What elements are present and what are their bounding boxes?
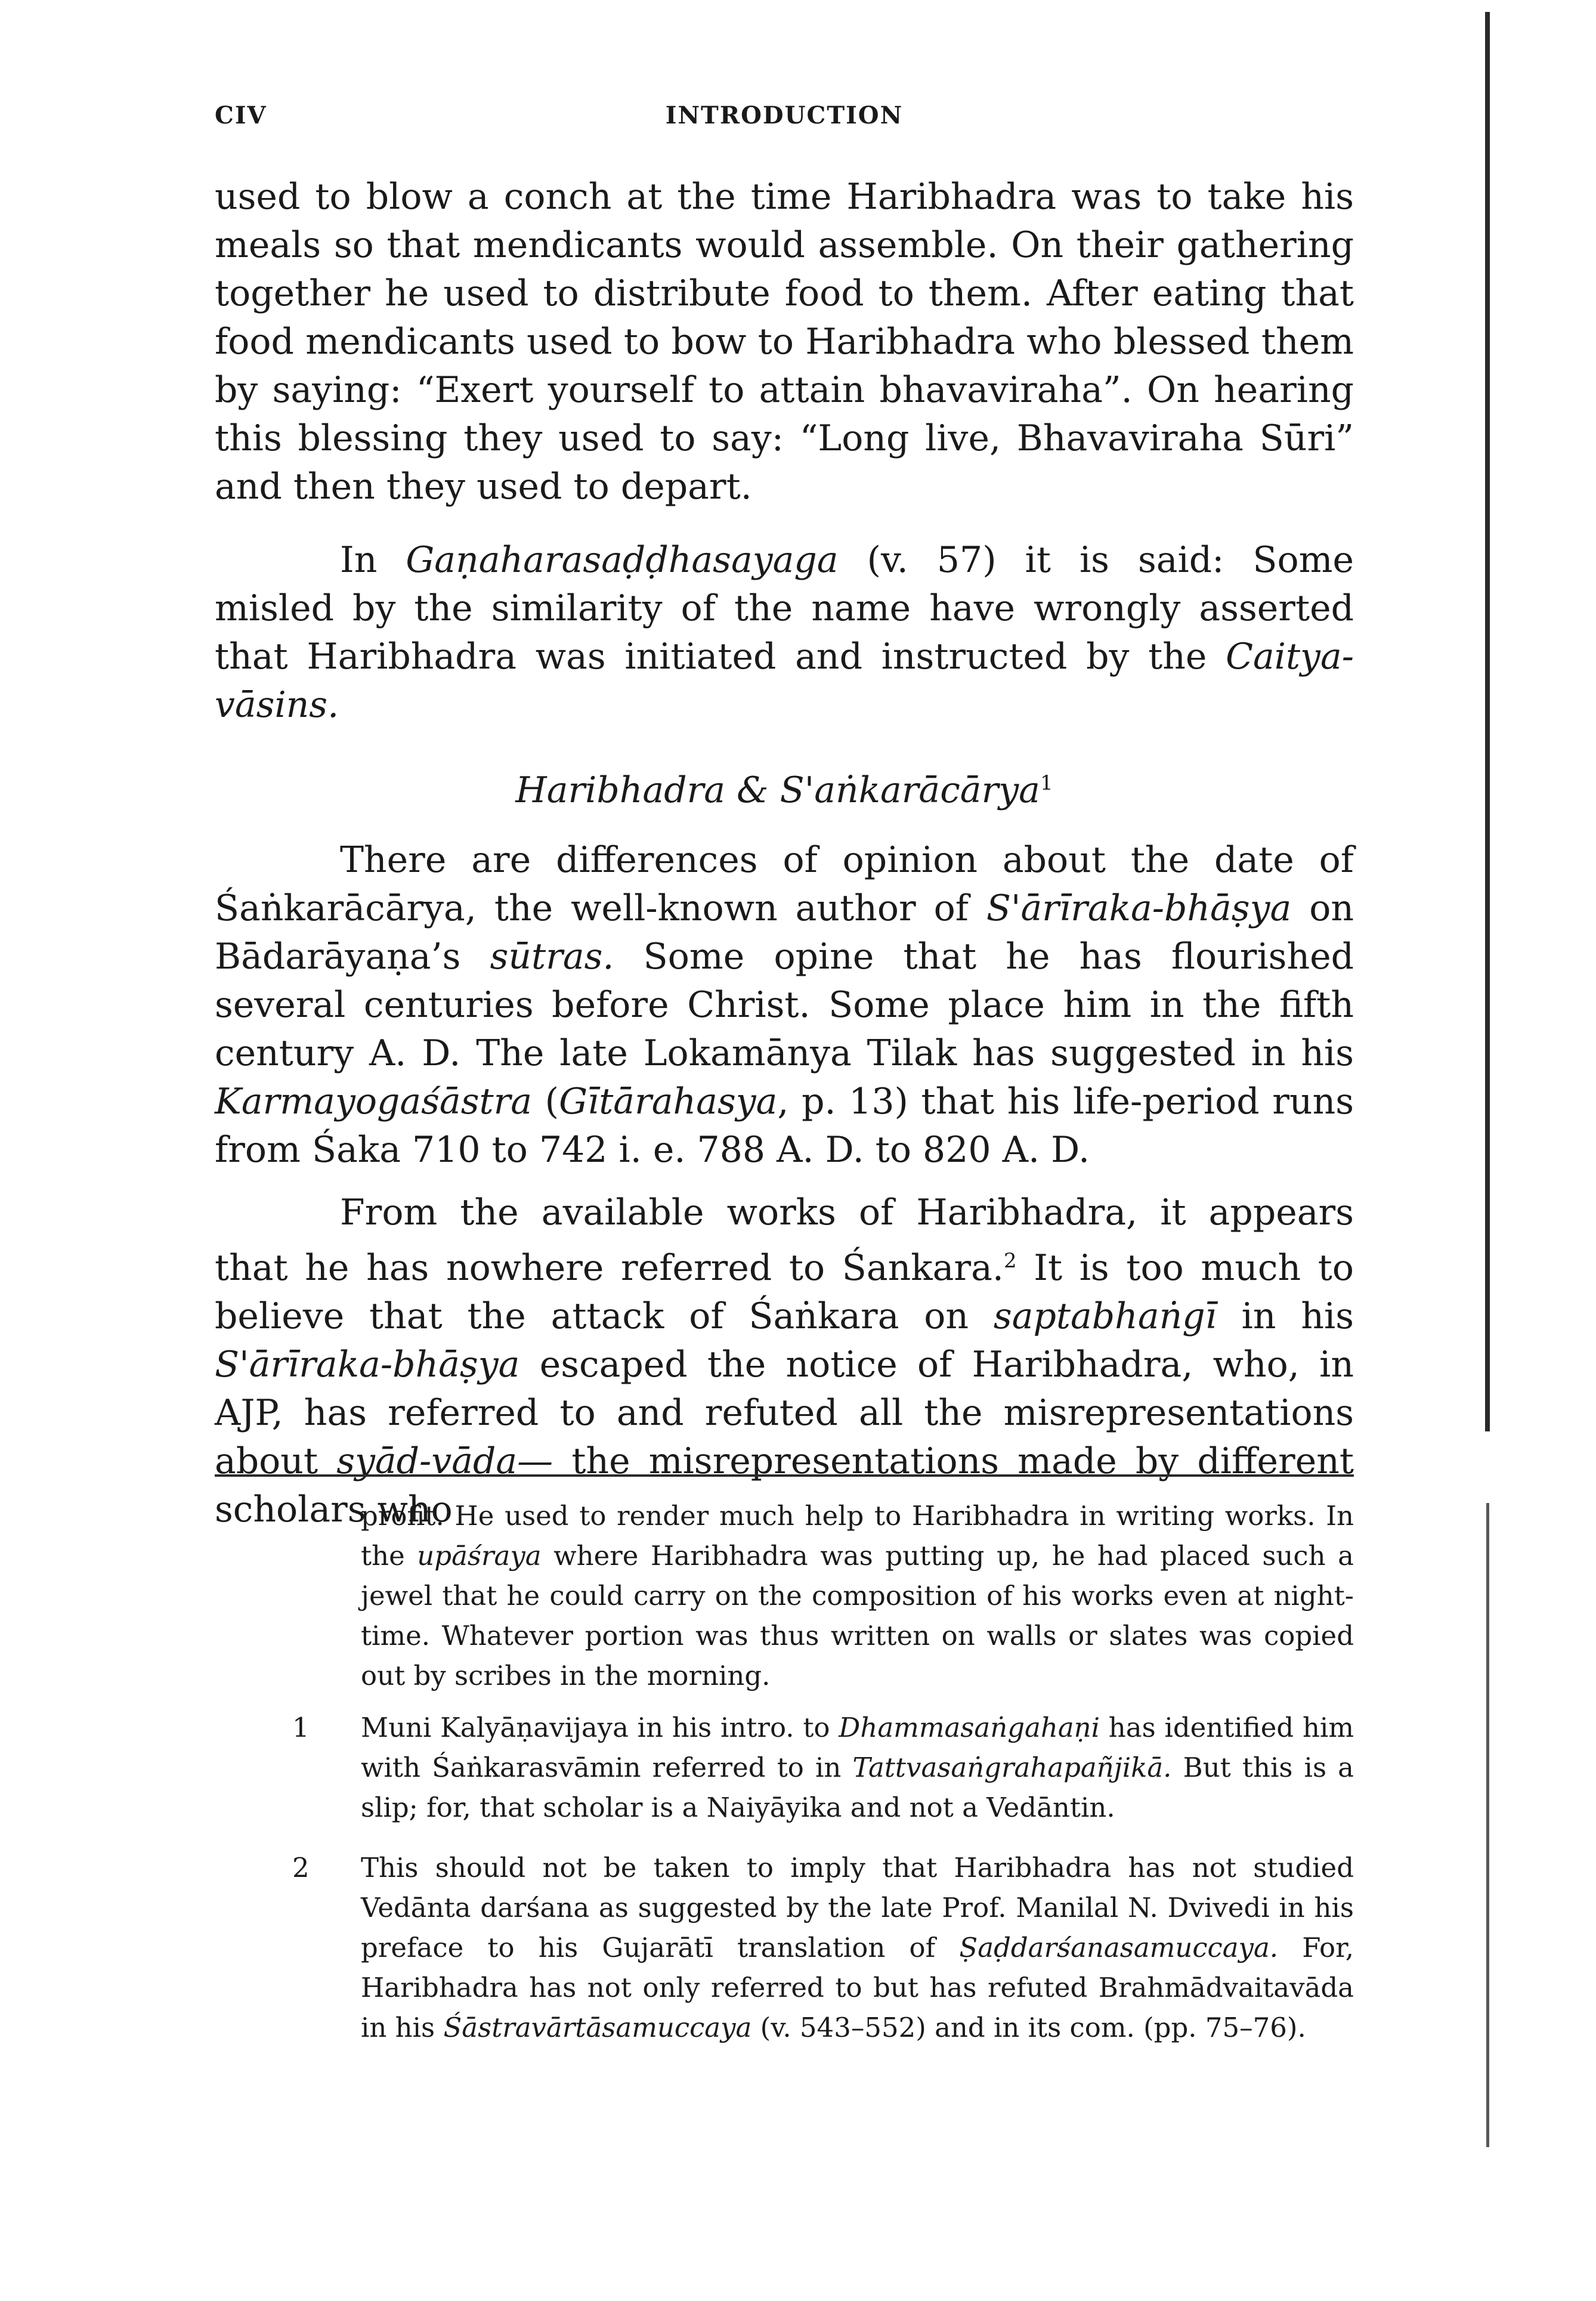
footnote-rule <box>215 1474 1354 1477</box>
term: saptabhaṅgī <box>993 1295 1217 1337</box>
term: syād-vāda— <box>336 1440 553 1482</box>
paragraph-text: used to blow a conch at the time Haribhadra was to take his meals so that mendicants would assemble. On their gathering together he used to distribute food to them. After eating that food mendicants used to bow to Haribhadra who blessed them by saying: “Exert yourself to attain bhavaviraha”. On hearing this blessing they used to say: “Long live, Bhavaviraha Sūri” and then they used to depart. <box>215 176 1354 508</box>
footnote-continuation: profit. He used to render much help to Haribhadra in writing works. In the upāśraya where Haribhadra was putting up, he had placed such a jewel that he could carry on the composition of his works even at night-time. Whatever portion was thus written on walls or slates was copied out by scribes in the morning. <box>361 1500 1354 1691</box>
footnote-number: 2 <box>292 1852 310 1884</box>
work-title: sūtras. <box>490 936 614 978</box>
paragraph-conch <box>215 173 1354 511</box>
footnote-ref: 1 <box>1040 771 1053 795</box>
main-text <box>215 173 1354 1534</box>
footnote-2: 2 This should not be taken to imply that Haribhadra has not studied Vedānta darśana as suggested by the late Prof. Manilal N. Dvivedi in his preface to his Gujarātī translation of Ṣaḍdarśanasamuccaya. For, Haribhadra has not only referred to but has refuted Brahmādvaitavāda in his Śāstravārtāsamuccaya (v. 543–552) and in its com. (pp. 75–76). <box>361 1848 1354 2048</box>
paragraph-available-works: From the available works of Haribhadra, it appears that he has nowhere referred to Śankara.$^2$ It is too much to believe that the attack of Śaṅkara on saptabhaṅgī in his S'ārīraka-bhāṣya escaped the notice of Haribhadra, who, in AJP, has referred to and refuted all the misrepresentations about syād-vāda— the misrepresentations made by different scholars who <box>215 1192 1354 1530</box>
work-title: S'ārīraka-bhāṣya <box>215 1344 520 1385</box>
paragraph-ganahara: In Gaṇaharasaḍḍhasayaga (v. 57) it is said: Some misled by the similarity of the name have wrongly asserted that Haribhadra was initiated and instructed by the Caitya-vāsins. <box>215 539 1354 726</box>
work-title: Ṣaḍdarśanasamuccaya. <box>959 1932 1279 1963</box>
scan-edge-line-lower <box>1486 1503 1489 2147</box>
work-title: Gītārahasya <box>559 1081 778 1122</box>
work-title: Tattvasaṅgrahapañjikā. <box>852 1752 1172 1783</box>
work-title: Karmayogaśāstra <box>215 1081 533 1122</box>
work-title: Dhammasaṅgahaṇi <box>839 1712 1100 1743</box>
term: upāśraya <box>417 1540 542 1572</box>
footnote-number: 1 <box>292 1712 310 1743</box>
footnote-ref: 2 <box>1003 1249 1017 1273</box>
page-header <box>215 101 1354 137</box>
work-title: Gaṇaharasaḍḍhasayaga <box>406 539 839 581</box>
section-heading: Haribhadra & S'aṅkarācārya$^1$ <box>515 769 1053 811</box>
work-title: S'ārīraka-bhāṣya <box>986 887 1292 929</box>
scan-edge-line <box>1485 12 1490 1431</box>
paragraph-date-sankara: There are differences of opinion about the date of Śaṅkarācārya, the well-known author of S'ārīraka-bhāṣya on Bādarāyaṇa’s sūtras. Some opine that he has flourished several centuries before Christ. Some place him in the fifth century A. D. The late Lokamānya Tilak has suggested in his Karmayogaśāstra (Gītārahasya, p. 13) that his life-period runs from Śaka 710 to 742 i. e. 788 A. D. to 820 A. D. <box>215 839 1354 1171</box>
sect-name: Caitya-vāsins. <box>215 636 1354 726</box>
work-title: Śāstravārtāsamuccaya <box>443 2012 752 2043</box>
page-number: CIV <box>215 101 267 129</box>
running-head: INTRODUCTION <box>665 101 904 129</box>
footnotes <box>215 1474 1354 2048</box>
footnote-1: 1 Muni Kalyāṇavijaya in his intro. to Dhammasaṅgahaṇi has identified him with Śaṅkarasvāmin referred to in Tattvasaṅgrahapañjikā. But this is a slip; for, that scholar is a Naiyāyika and not a Vedāntin. <box>361 1708 1354 1827</box>
